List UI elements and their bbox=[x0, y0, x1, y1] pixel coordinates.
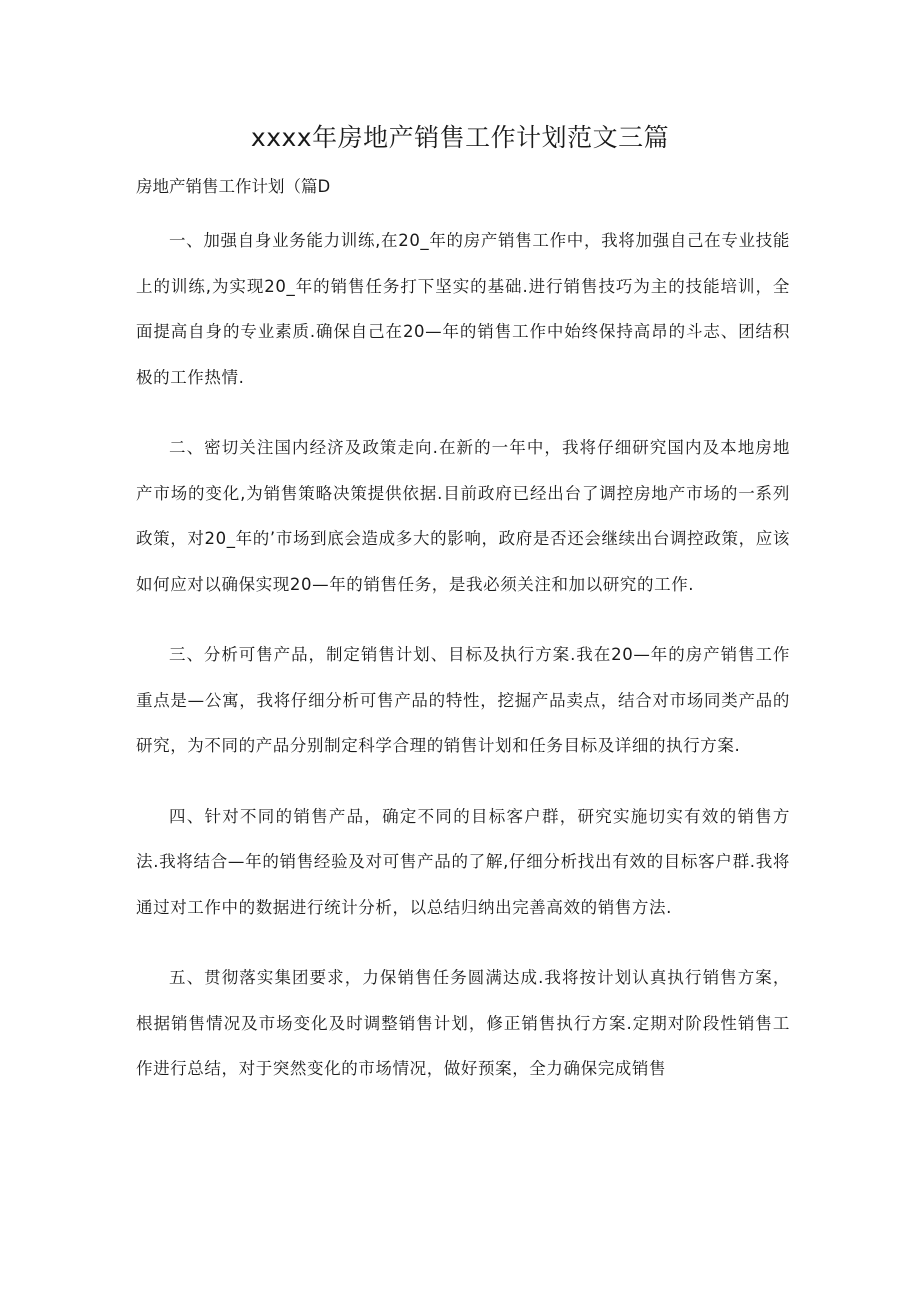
paragraph-3: 三、分析可售产品，制定销售计划、目标及执行方案.我在20—年的房产销售工作重点是—公寓，我将仔细分析可售产品的特性，挖掘产品卖点，结合对市场同类产品的研究，为不同的产品分别制定科学合理的销售计划和任务目标及详细的执行方案. bbox=[136, 645, 790, 755]
document-body bbox=[136, 218, 790, 1117]
document-subtitle: 房地产销售工作计划（篇D bbox=[136, 177, 331, 196]
paragraph-1: 一、加强自身业务能力训练,在20_年的房产销售工作中，我将加强自己在专业技能上的训练,为实现20_年的销售任务打下坚实的基础.进行销售技巧为主的技能培训，全面提高自身的专业素质.确保自己在20—年的销售工作中始终保持高昂的斗志、团结积极的工作热情. bbox=[136, 231, 790, 387]
paragraph-2: 二、密切关注国内经济及政策走向.在新的一年中，我将仔细研究国内及本地房地产市场的变化,为销售策略决策提供依据.目前政府已经出台了调控房地产市场的一系列政策，对20_年的’市场到底会造成多大的影响，政府是否还会继续出台调控政策，应该如何应对以确保实现20—年的销售任务，是我必须关注和加以研究的工作. bbox=[136, 438, 790, 594]
document-title: xxxx年房地产销售工作计划范文三篇 bbox=[250, 123, 670, 152]
paragraph-5: 五、贯彻落实集团要求，力保销售任务圆满达成.我将按计划认真执行销售方案，根据销售情况及市场变化及时调整销售计划，修正销售执行方案.定期对阶段性销售工作进行总结，对于突然变化的市场情况，做好预案，全力确保完成销售 bbox=[136, 968, 790, 1078]
paragraph-4: 四、针对不同的销售产品，确定不同的目标客户群，研究实施切实有效的销售方法.我将结合—年的销售经验及对可售产品的了解,仔细分析找出有效的目标客户群.我将通过对工作中的数据进行统计分析，以总结归纳出完善高效的销售方法. bbox=[136, 806, 790, 917]
